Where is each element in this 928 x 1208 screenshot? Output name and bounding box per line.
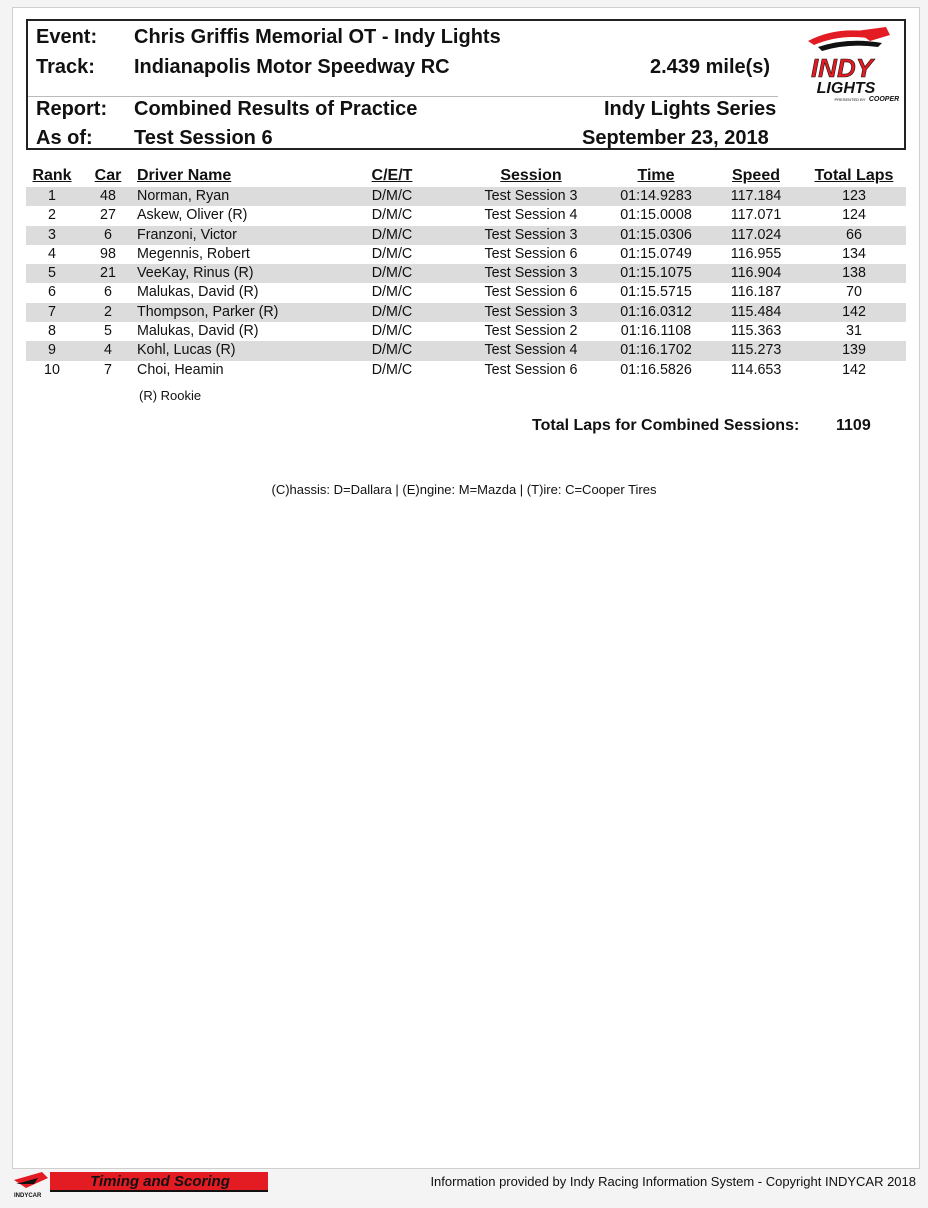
report-header <box>26 19 906 150</box>
cell-car: 2 <box>104 303 112 320</box>
cell-cet: D/M/C <box>371 188 413 204</box>
report-value: Combined Results of Practice <box>134 98 418 120</box>
column-header-rank: Rank <box>32 167 72 184</box>
cell-rank: 5 <box>48 265 56 282</box>
cell-driver-name: Thompson, Parker (R) <box>137 303 279 320</box>
track-label: Track: <box>36 56 95 78</box>
table-row <box>26 245 906 264</box>
cell-speed: 116.904 <box>730 265 782 282</box>
cell-total-laps: 142 <box>842 361 866 378</box>
cell-speed: 115.363 <box>730 323 782 340</box>
cell-rank: 1 <box>48 188 56 204</box>
cell-total-laps: 31 <box>846 323 862 340</box>
header-divider <box>28 96 778 97</box>
table-body <box>26 187 906 380</box>
cell-cet: D/M/C <box>371 284 413 301</box>
cell-car: 4 <box>104 342 112 359</box>
report-date: September 23, 2018 <box>582 127 769 149</box>
track-length: 2.439 mile(s) <box>650 56 771 78</box>
cell-rank: 8 <box>48 323 56 340</box>
cell-car: 6 <box>104 226 112 243</box>
table-row <box>26 226 906 245</box>
cell-session: Test Session 6 <box>484 361 578 378</box>
column-header-total-laps: Total Laps <box>814 167 894 184</box>
table-row <box>26 283 906 302</box>
cell-total-laps: 134 <box>842 245 866 262</box>
asof-label: As of: <box>36 127 93 149</box>
indy-lights-logo <box>778 23 906 103</box>
rookie-note: (R) Rookie <box>139 388 202 403</box>
cell-car: 6 <box>104 284 112 301</box>
cell-rank: 7 <box>48 303 56 320</box>
cell-car: 21 <box>100 265 116 282</box>
cell-rank: 3 <box>48 226 56 243</box>
cell-rank: 6 <box>48 284 56 301</box>
cell-total-laps: 138 <box>842 265 866 282</box>
cet-legend: (C)hassis: D=Dallara | (E)ngine: M=Mazda | (T)ire: C=Cooper Tires <box>271 482 657 497</box>
cell-driver-name: Megennis, Robert <box>137 245 250 262</box>
cell-cet: D/M/C <box>371 303 413 320</box>
cell-speed: 117.184 <box>730 188 782 204</box>
table-row <box>26 341 906 360</box>
cell-total-laps: 66 <box>846 226 862 243</box>
column-header-car: Car <box>94 167 122 184</box>
cell-session: Test Session 6 <box>484 284 578 301</box>
results-table <box>26 165 906 380</box>
cell-speed: 115.273 <box>730 342 782 359</box>
cell-driver-name: VeeKay, Rinus (R) <box>137 265 254 282</box>
cell-cet: D/M/C <box>371 342 413 359</box>
table-row <box>26 264 906 283</box>
table-row <box>26 206 906 225</box>
timing-scoring-text: Timing and Scoring <box>90 1173 230 1190</box>
logo-presented-by: PRESENTED BY <box>834 97 866 102</box>
cell-car: 48 <box>100 188 116 204</box>
cell-session: Test Session 3 <box>484 188 578 204</box>
table-row <box>26 187 906 206</box>
cell-time: 01:15.0306 <box>620 226 692 243</box>
cell-total-laps: 124 <box>842 207 866 224</box>
cell-speed: 116.955 <box>730 245 782 262</box>
cell-session: Test Session 4 <box>484 207 578 224</box>
cell-cet: D/M/C <box>371 245 413 262</box>
table-row <box>26 322 906 341</box>
cell-car: 7 <box>104 361 112 378</box>
cell-driver-name: Kohl, Lucas (R) <box>137 342 236 359</box>
cell-session: Test Session 6 <box>484 245 578 262</box>
track-value: Indianapolis Motor Speedway RC <box>134 56 450 78</box>
cell-driver-name: Norman, Ryan <box>137 188 230 204</box>
cell-time: 01:15.1075 <box>620 265 692 282</box>
column-header-session: Session <box>500 167 562 184</box>
column-header-speed: Speed <box>731 167 780 184</box>
timing-scoring-logo <box>12 1170 270 1198</box>
cell-total-laps: 139 <box>842 342 866 359</box>
logo-sponsor: COOPER <box>868 96 900 103</box>
cell-rank: 4 <box>48 245 56 262</box>
cell-speed: 117.071 <box>730 207 782 224</box>
cell-cet: D/M/C <box>371 323 413 340</box>
cell-car: 27 <box>100 207 116 224</box>
cell-time: 01:16.5826 <box>620 361 692 378</box>
cell-time: 01:15.0008 <box>620 207 692 224</box>
cell-time: 01:14.9283 <box>620 188 692 204</box>
total-laps-label: Total Laps for Combined Sessions: <box>532 417 800 434</box>
cell-speed: 117.024 <box>730 226 782 243</box>
column-header-time: Time <box>637 167 675 184</box>
cell-time: 01:16.1108 <box>620 323 692 340</box>
event-value: Chris Griffis Memorial OT - Indy Lights <box>134 26 501 48</box>
cell-driver-name: Choi, Heamin <box>137 361 224 378</box>
cell-cet: D/M/C <box>371 265 413 282</box>
cell-speed: 115.484 <box>730 303 782 320</box>
series-name: Indy Lights Series <box>604 98 777 120</box>
total-laps-value: 1109 <box>836 417 871 434</box>
copyright-info: Information provided by Indy Racing Information System - Copyright INDYCAR 2018 <box>430 1174 916 1189</box>
cell-driver-name: Malukas, David (R) <box>137 284 259 301</box>
cell-total-laps: 142 <box>842 303 866 320</box>
report-label: Report: <box>36 98 108 120</box>
cell-total-laps: 123 <box>842 188 866 204</box>
indycar-mark: INDYCAR <box>14 1193 42 1198</box>
cell-driver-name: Askew, Oliver (R) <box>137 207 248 224</box>
table-row <box>26 303 906 322</box>
cell-cet: D/M/C <box>371 226 413 243</box>
table-row <box>26 361 906 380</box>
cell-cet: D/M/C <box>371 207 413 224</box>
cell-driver-name: Franzoni, Victor <box>137 226 237 243</box>
cell-session: Test Session 3 <box>484 226 578 243</box>
event-label: Event: <box>36 26 98 48</box>
cell-time: 01:16.0312 <box>620 303 692 320</box>
cell-speed: 116.187 <box>730 284 782 301</box>
cell-car: 5 <box>104 323 112 340</box>
cell-time: 01:15.5715 <box>620 284 692 301</box>
cell-car: 98 <box>100 245 116 262</box>
cell-driver-name: Malukas, David (R) <box>137 323 259 340</box>
cell-rank: 10 <box>44 361 60 378</box>
cell-rank: 9 <box>48 342 56 359</box>
logo-word-indy: INDY <box>810 53 874 83</box>
table-header <box>26 165 906 187</box>
cell-time: 01:16.1702 <box>620 342 692 359</box>
cell-cet: D/M/C <box>371 361 413 378</box>
cell-speed: 114.653 <box>730 361 782 378</box>
column-header-cet: C/E/T <box>371 167 413 184</box>
cell-session: Test Session 4 <box>484 342 578 359</box>
cell-session: Test Session 2 <box>484 323 578 340</box>
logo-word-lights: LIGHTS <box>816 80 876 97</box>
cell-session: Test Session 3 <box>484 265 578 282</box>
column-header-driver-name: Driver Name <box>137 167 232 184</box>
cell-session: Test Session 3 <box>484 303 578 320</box>
asof-value: Test Session 6 <box>134 127 273 149</box>
cell-time: 01:15.0749 <box>620 245 692 262</box>
cell-rank: 2 <box>48 207 56 224</box>
cell-total-laps: 70 <box>846 284 862 301</box>
